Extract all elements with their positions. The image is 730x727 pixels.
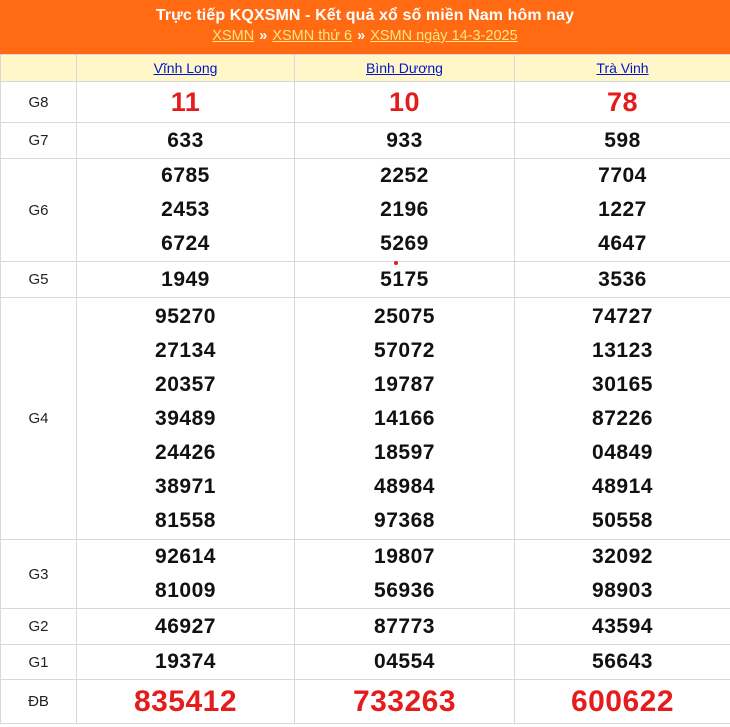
result-number: 97368 bbox=[374, 508, 435, 532]
province-header-binh-duong bbox=[295, 55, 515, 82]
result-number: 10 bbox=[388, 87, 421, 117]
province-link-tra-vinh[interactable]: Trà Vinh bbox=[596, 60, 649, 76]
prize-label: ĐB bbox=[1, 680, 77, 724]
prize-label: G7 bbox=[1, 123, 77, 159]
result-cell bbox=[295, 123, 515, 159]
result-number: 5269 bbox=[380, 232, 429, 255]
result-number: 81009 bbox=[155, 579, 216, 602]
result-cell bbox=[77, 262, 295, 298]
prize-row bbox=[1, 680, 730, 724]
province-header-tra-vinh bbox=[515, 55, 730, 82]
prize-row bbox=[1, 123, 730, 159]
result-cell bbox=[515, 609, 730, 645]
result-cell bbox=[515, 540, 730, 609]
result-number: 39489 bbox=[155, 406, 216, 430]
result-number: 14166 bbox=[374, 406, 435, 430]
result-number: 11 bbox=[170, 87, 201, 117]
result-number: 1949 bbox=[161, 267, 210, 291]
result-number: 7704 bbox=[598, 164, 647, 187]
prize-label: G8 bbox=[1, 82, 77, 123]
result-number: 1227 bbox=[598, 198, 647, 221]
result-number: 81558 bbox=[155, 508, 216, 532]
province-header-row bbox=[1, 55, 730, 82]
result-number: 57072 bbox=[374, 338, 435, 362]
prize-row bbox=[1, 609, 730, 645]
result-number: 19807 bbox=[374, 545, 435, 568]
prize-header-blank bbox=[1, 55, 77, 82]
prize-row bbox=[1, 159, 730, 262]
results-table bbox=[0, 54, 730, 724]
result-number: 04849 bbox=[592, 440, 653, 464]
result-number: 18597 bbox=[374, 440, 435, 464]
result-cell bbox=[295, 645, 515, 680]
result-cell bbox=[77, 298, 295, 540]
prize-label: G6 bbox=[1, 159, 77, 262]
prize-label: G5 bbox=[1, 262, 77, 298]
breadcrumb-separator: » bbox=[357, 28, 366, 44]
result-cell bbox=[295, 680, 515, 724]
result-number: 6724 bbox=[161, 232, 210, 255]
province-link-binh-duong[interactable]: Bình Dương bbox=[366, 60, 443, 76]
breadcrumb-xsmn-date[interactable]: XSMN ngày 14-3-2025 bbox=[370, 28, 518, 44]
prize-row bbox=[1, 540, 730, 609]
result-number: 04554 bbox=[374, 650, 435, 673]
result-number: 30165 bbox=[592, 372, 653, 396]
result-number: 3536 bbox=[598, 267, 647, 291]
result-number: 43594 bbox=[592, 614, 653, 638]
result-number: 733263 bbox=[352, 684, 457, 718]
result-number: 56936 bbox=[374, 579, 435, 602]
result-number: 38971 bbox=[155, 474, 216, 498]
result-number: 19374 bbox=[155, 650, 216, 673]
prize-row bbox=[1, 298, 730, 540]
province-header-vinh-long bbox=[77, 55, 295, 82]
prize-label: G2 bbox=[1, 609, 77, 645]
result-cell bbox=[515, 680, 730, 724]
result-number: 32092 bbox=[592, 545, 653, 568]
result-number: 48914 bbox=[592, 474, 653, 498]
result-number: 24426 bbox=[155, 440, 216, 464]
result-number: 74727 bbox=[592, 304, 653, 328]
prize-label: G4 bbox=[1, 298, 77, 540]
result-number: 4647 bbox=[598, 232, 647, 255]
result-cell bbox=[515, 262, 730, 298]
result-number: 20357 bbox=[155, 372, 216, 396]
result-number: 835412 bbox=[133, 684, 238, 718]
result-number: 92614 bbox=[155, 545, 216, 568]
result-number: 87226 bbox=[592, 406, 653, 430]
result-cell bbox=[77, 82, 295, 123]
result-cell bbox=[77, 680, 295, 724]
breadcrumb bbox=[0, 27, 730, 45]
result-number: 5175 bbox=[380, 267, 429, 291]
result-cell bbox=[295, 609, 515, 645]
result-number: 98903 bbox=[592, 579, 653, 602]
result-cell bbox=[77, 123, 295, 159]
result-number: 2453 bbox=[161, 198, 210, 221]
result-number: 19787 bbox=[374, 372, 435, 396]
prize-row bbox=[1, 262, 730, 298]
result-number: 933 bbox=[386, 128, 423, 152]
prize-row bbox=[1, 645, 730, 680]
result-cell bbox=[295, 159, 515, 262]
result-cell bbox=[295, 262, 515, 298]
result-number: 46927 bbox=[155, 614, 216, 638]
result-number: 633 bbox=[167, 128, 204, 152]
result-number: 598 bbox=[604, 128, 641, 152]
result-cell bbox=[295, 298, 515, 540]
prize-label: G3 bbox=[1, 540, 77, 609]
result-number: 13123 bbox=[592, 338, 653, 362]
result-cell bbox=[515, 159, 730, 262]
result-number: 56643 bbox=[592, 650, 653, 673]
result-number: 6785 bbox=[161, 164, 210, 187]
page-title: Trực tiếp KQXSMN - Kết quả xổ số miền Nam hôm nay bbox=[155, 7, 575, 24]
result-cell bbox=[515, 123, 730, 159]
prize-row bbox=[1, 82, 730, 123]
breadcrumb-xsmn[interactable]: XSMN bbox=[212, 28, 255, 44]
result-number: 27134 bbox=[155, 338, 216, 362]
result-cell bbox=[295, 82, 515, 123]
result-cell bbox=[77, 540, 295, 609]
result-number: 25075 bbox=[374, 304, 435, 328]
result-number: 600622 bbox=[570, 684, 675, 718]
result-number: 2252 bbox=[380, 164, 429, 187]
province-link-vinh-long[interactable]: Vĩnh Long bbox=[153, 60, 218, 76]
result-cell bbox=[515, 298, 730, 540]
result-cell bbox=[77, 159, 295, 262]
result-cell bbox=[77, 609, 295, 645]
prize-label: G1 bbox=[1, 645, 77, 680]
result-cell bbox=[515, 82, 730, 123]
result-number: 95270 bbox=[155, 304, 216, 328]
result-cell bbox=[295, 540, 515, 609]
result-number: 2196 bbox=[380, 198, 429, 221]
red-dot-mark bbox=[394, 261, 398, 265]
result-cell bbox=[515, 645, 730, 680]
breadcrumb-separator: » bbox=[259, 28, 268, 44]
page-header bbox=[0, 0, 730, 54]
breadcrumb-xsmn-thu-6[interactable]: XSMN thứ 6 bbox=[272, 28, 353, 44]
result-number: 78 bbox=[606, 87, 639, 117]
result-number: 48984 bbox=[374, 474, 435, 498]
result-number: 87773 bbox=[374, 614, 435, 638]
result-cell bbox=[77, 645, 295, 680]
result-number: 50558 bbox=[592, 508, 653, 532]
